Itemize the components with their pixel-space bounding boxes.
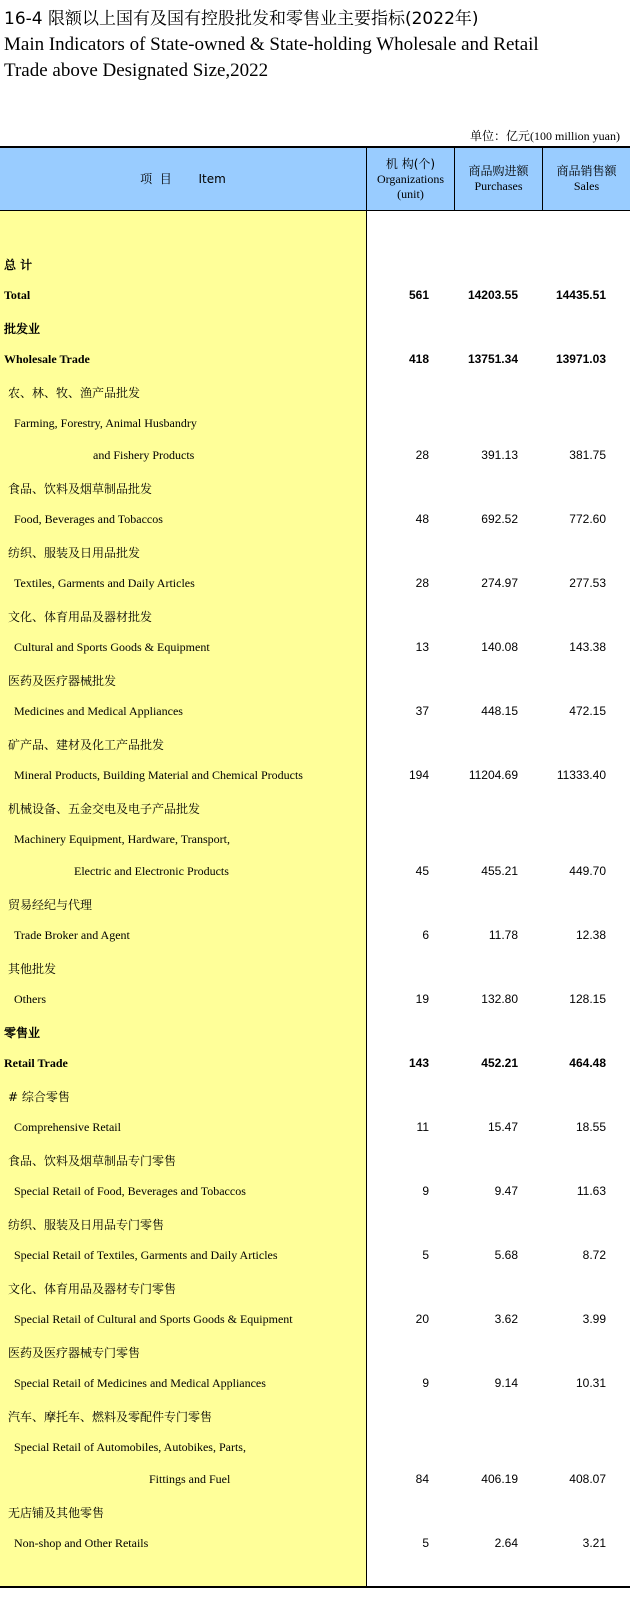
row-sales: 772.60 bbox=[569, 512, 606, 526]
row-label: Special Retail of Food, Beverages and Tobaccos bbox=[14, 1184, 246, 1198]
table-row bbox=[0, 670, 630, 690]
row-label: 无店铺及其他零售 bbox=[8, 1506, 105, 1520]
header-org-unit: (unit) bbox=[397, 186, 424, 201]
row-label: 纺织、服装及日用品专门零售 bbox=[8, 1218, 165, 1232]
table-row bbox=[0, 446, 630, 466]
table-row bbox=[0, 1374, 630, 1394]
row-purchases: 15.47 bbox=[487, 1120, 518, 1134]
row-organizations: 48 bbox=[415, 512, 429, 526]
row-purchases: 9.47 bbox=[494, 1184, 518, 1198]
row-organizations: 28 bbox=[415, 576, 429, 590]
row-sales: 11333.40 bbox=[556, 768, 606, 782]
table-row bbox=[0, 606, 630, 626]
row-label: 矿产品、建材及化工产品批发 bbox=[8, 738, 165, 752]
table-row bbox=[0, 510, 630, 530]
row-label: Textiles, Garments and Daily Articles bbox=[14, 576, 195, 590]
table-row bbox=[0, 702, 630, 722]
table-row bbox=[0, 990, 630, 1010]
row-purchases: 3.62 bbox=[494, 1312, 518, 1326]
table-row bbox=[0, 1310, 630, 1330]
table-row bbox=[0, 1214, 630, 1234]
row-purchases: 5.68 bbox=[494, 1248, 518, 1262]
row-organizations: 194 bbox=[408, 768, 429, 782]
row-label: 汽车、摩托车、燃料及零配件专门零售 bbox=[8, 1410, 213, 1424]
row-organizations: 13 bbox=[415, 640, 429, 654]
row-organizations: 418 bbox=[408, 352, 429, 366]
row-label: Special Retail of Cultural and Sports Goods & Equipment bbox=[14, 1312, 293, 1326]
table-row bbox=[0, 1534, 630, 1554]
table-row bbox=[0, 734, 630, 754]
row-label: 文化、体育用品及器材批发 bbox=[8, 610, 153, 624]
page-title-cn: 16-4 限额以上国有及国有控股批发和零售业主要指标(2022年) bbox=[4, 9, 479, 29]
row-organizations: 19 bbox=[415, 992, 429, 1006]
row-organizations: 9 bbox=[422, 1376, 429, 1390]
row-label: 其他批发 bbox=[8, 962, 57, 976]
row-purchases: 140.08 bbox=[481, 640, 518, 654]
row-purchases: 448.15 bbox=[481, 704, 518, 718]
row-purchases: 452.21 bbox=[481, 1056, 518, 1070]
row-label: 零售业 bbox=[4, 1026, 41, 1040]
table-row bbox=[0, 318, 630, 338]
row-label: Machinery Equipment, Hardware, Transport, bbox=[14, 832, 230, 846]
table-row bbox=[0, 478, 630, 498]
row-label: Special Retail of Automobiles, Autobikes, Parts, bbox=[14, 1440, 246, 1454]
row-organizations: 6 bbox=[422, 928, 429, 942]
table-row bbox=[0, 926, 630, 946]
table-row bbox=[0, 414, 630, 434]
row-label: Comprehensive Retail bbox=[14, 1120, 121, 1134]
table-row bbox=[0, 830, 630, 850]
table-row bbox=[0, 1182, 630, 1202]
row-purchases: 455.21 bbox=[481, 864, 518, 878]
row-purchases: 13751.34 bbox=[467, 352, 518, 366]
row-label: Retail Trade bbox=[4, 1056, 68, 1070]
row-sales: 14435.51 bbox=[555, 288, 606, 302]
table-row bbox=[0, 1278, 630, 1298]
page-title-en-line2: Trade above Designated Size,2022 bbox=[4, 60, 269, 81]
row-organizations: 45 bbox=[415, 864, 429, 878]
header-org-en: Organizations bbox=[376, 171, 445, 186]
row-organizations: 561 bbox=[408, 288, 429, 302]
row-sales: 143.38 bbox=[569, 640, 606, 654]
row-purchases: 2.64 bbox=[494, 1536, 518, 1550]
header-organizations bbox=[367, 148, 454, 210]
row-label: Farming, Forestry, Animal Husbandry bbox=[14, 416, 197, 430]
table-row bbox=[0, 1054, 630, 1074]
row-organizations: 20 bbox=[415, 1312, 429, 1326]
row-purchases: 11204.69 bbox=[468, 768, 518, 782]
row-label: Trade Broker and Agent bbox=[14, 928, 130, 942]
row-sales: 464.48 bbox=[569, 1056, 606, 1070]
row-purchases: 406.19 bbox=[481, 1472, 518, 1486]
table-row bbox=[0, 1502, 630, 1522]
row-sales: 12.38 bbox=[575, 928, 606, 942]
header-sales-en: Sales bbox=[573, 179, 600, 193]
page-title-en-line1: Main Indicators of State-owned & State-holding Wholesale and Retail bbox=[4, 34, 539, 55]
row-sales: 472.15 bbox=[569, 704, 606, 718]
table-row bbox=[0, 1438, 630, 1458]
row-purchases: 391.13 bbox=[481, 448, 518, 462]
header-purchases-en: Purchases bbox=[474, 179, 523, 193]
row-label: Special Retail of Medicines and Medical Appliances bbox=[14, 1376, 266, 1390]
table-row bbox=[0, 574, 630, 594]
row-label: and Fishery Products bbox=[93, 448, 195, 462]
row-label: Others bbox=[14, 992, 46, 1006]
table-row bbox=[0, 286, 630, 306]
row-label: Fittings and Fuel bbox=[149, 1472, 231, 1486]
row-label: Electric and Electronic Products bbox=[74, 864, 229, 878]
header-item bbox=[0, 148, 366, 210]
row-purchases: 9.14 bbox=[494, 1376, 518, 1390]
row-label: Food, Beverages and Tobaccos bbox=[14, 512, 163, 526]
row-sales: 8.72 bbox=[582, 1248, 606, 1262]
row-purchases: 692.52 bbox=[481, 512, 518, 526]
row-sales: 10.31 bbox=[575, 1376, 606, 1390]
table-row bbox=[0, 1118, 630, 1138]
row-organizations: 5 bbox=[422, 1536, 429, 1550]
row-purchases: 274.97 bbox=[481, 576, 518, 590]
row-purchases: 14203.55 bbox=[467, 288, 518, 302]
header-sales bbox=[543, 148, 630, 210]
row-label: 批发业 bbox=[4, 322, 41, 336]
table-bottom-rule bbox=[0, 1586, 630, 1588]
row-organizations: 11 bbox=[416, 1120, 429, 1134]
table-row bbox=[0, 798, 630, 818]
row-purchases: 132.80 bbox=[481, 992, 518, 1006]
row-label: 贸易经纪与代理 bbox=[8, 898, 93, 912]
table-row bbox=[0, 382, 630, 402]
header-purchases bbox=[455, 148, 542, 210]
row-label: # 综合零售 bbox=[8, 1090, 70, 1104]
row-label: 医药及医疗器械批发 bbox=[8, 674, 117, 688]
row-sales: 449.70 bbox=[569, 864, 606, 878]
row-label: 文化、体育用品及器材专门零售 bbox=[8, 1282, 177, 1296]
table-row bbox=[0, 1406, 630, 1426]
row-label: 农、林、牧、渔产品批发 bbox=[8, 386, 141, 400]
row-label: Cultural and Sports Goods & Equipment bbox=[14, 640, 210, 654]
row-organizations: 28 bbox=[415, 448, 429, 462]
row-sales: 381.75 bbox=[569, 448, 606, 462]
header-purchases-cn: 商品购进额 bbox=[468, 164, 529, 178]
header-sales-cn: 商品销售额 bbox=[556, 164, 617, 178]
table-header bbox=[0, 148, 630, 210]
table-row bbox=[0, 766, 630, 786]
table-row bbox=[0, 1022, 630, 1042]
table-row bbox=[0, 1150, 630, 1170]
row-organizations: 5 bbox=[422, 1248, 429, 1262]
row-label: 食品、饮料及烟草制品专门零售 bbox=[8, 1154, 177, 1168]
table-row bbox=[0, 350, 630, 370]
table-row bbox=[0, 862, 630, 882]
row-label: 纺织、服装及日用品批发 bbox=[8, 546, 141, 560]
row-label: Total bbox=[4, 288, 31, 302]
table-row bbox=[0, 1342, 630, 1362]
table-row bbox=[0, 1246, 630, 1266]
table-row bbox=[0, 638, 630, 658]
row-sales: 128.15 bbox=[569, 992, 606, 1006]
row-label: Mineral Products, Building Material and Chemical Products bbox=[14, 768, 303, 782]
row-label: 总 计 bbox=[4, 258, 33, 272]
row-label: 机械设备、五金交电及电子产品批发 bbox=[8, 802, 201, 816]
table-row bbox=[0, 1086, 630, 1106]
table-row bbox=[0, 254, 630, 274]
row-label: 食品、饮料及烟草制品批发 bbox=[8, 482, 153, 496]
table-row bbox=[0, 894, 630, 914]
row-label: Wholesale Trade bbox=[4, 352, 90, 366]
row-organizations: 37 bbox=[415, 704, 429, 718]
row-sales: 18.55 bbox=[575, 1120, 606, 1134]
row-sales: 277.53 bbox=[569, 576, 606, 590]
row-label: 医药及医疗器械专门零售 bbox=[8, 1346, 141, 1360]
row-organizations: 143 bbox=[408, 1056, 429, 1070]
row-label: Special Retail of Textiles, Garments and Daily Articles bbox=[14, 1248, 278, 1262]
row-sales: 408.07 bbox=[569, 1472, 606, 1486]
row-organizations: 84 bbox=[415, 1472, 429, 1486]
row-sales: 11.63 bbox=[576, 1184, 606, 1198]
table-row bbox=[0, 1470, 630, 1490]
header-org-cn: 机 构(个) bbox=[385, 156, 436, 171]
row-purchases: 11.78 bbox=[488, 928, 518, 942]
row-sales: 3.21 bbox=[582, 1536, 606, 1550]
row-organizations: 9 bbox=[422, 1184, 429, 1198]
header-item-label: 项 目 Item bbox=[140, 171, 226, 186]
table-row bbox=[0, 542, 630, 562]
unit-note: 单位：亿元(100 million yuan) bbox=[470, 129, 620, 143]
row-sales: 13971.03 bbox=[555, 352, 606, 366]
row-label: Medicines and Medical Appliances bbox=[14, 704, 183, 718]
table-row bbox=[0, 958, 630, 978]
row-sales: 3.99 bbox=[582, 1312, 606, 1326]
row-label: Non-shop and Other Retails bbox=[14, 1536, 149, 1550]
